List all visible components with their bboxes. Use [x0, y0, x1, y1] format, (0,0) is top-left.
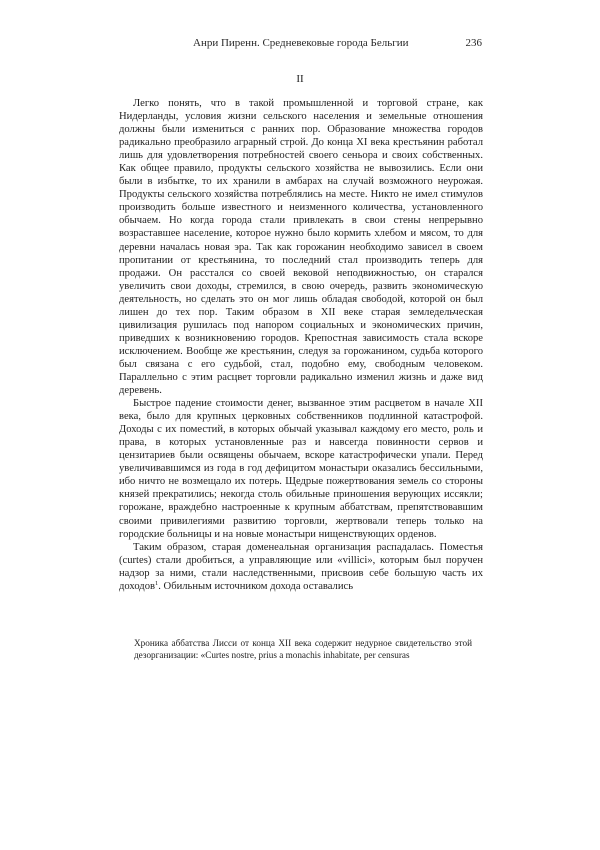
running-header-title: Анри Пиренн. Средневековые города Бельгии: [193, 37, 409, 49]
paragraph-3-continuation: . Обильным источником дохода оставались: [158, 580, 354, 592]
section-number: II: [296, 73, 304, 85]
main-text: [119, 97, 483, 593]
page-number: 236: [465, 37, 482, 49]
paragraph-3: [119, 541, 483, 593]
paragraph-3-text: Таким образом, старая доменеальная организация распадалась. Поместья (curtes) стали дробиться, а управляющие или «villici», которым был поручен надзор за ними, стали наследственными, присвоив себе большую часть их доходов: [119, 541, 483, 592]
footnote: Хроника аббатства Лисси от конца XII века содержит недурное свидетельство этой дезорганизации: «Curtes nostre, prius a monachis inhabitate, per censuras: [134, 638, 472, 661]
footnote-reference: 1: [155, 579, 159, 587]
paragraph-1: Легко понять, что в такой промышленной и торговой стране, как Нидерланды, условия жизни сельского населения и земельные отношения должны были измениться с ранних пор. Образование множества городов радикально преобразило аграрный строй. До конца XI века крестьянин работал лишь для удовлетворения потребностей своего сеньора и своих собственных. Как общее правило, продукты сельского хозяйства не вывозились. Если они были в избытке, то их хранили в амбарах на случай возможного неурожая. Продукты сельского хозяйства потреблялись на месте. Никто не имел стимулов производить больше известного и неизменного количества, установленного обычаем. Но когда города стали привлекать в свои стены непрерывно возраставшее население, которое нужно было кормить хлебом и мясом, то для деревни началась новая эра. Так как горожанин необходимо зависел в своем пропитании от крестьянина, то последний стал производить теперь для продажи. Он расстался со своей вековой неподвижностью, он старался увеличить свои доходы, стремился, в свою очередь, развить экономическую деятельность, но сделать это он мог лишь обладая свободой, которой он был лишен до тех пор. Таким образом в XII веке старая земледельческая цивилизация рушилась под напором социальных и экономических причин, приведших к возникновению городов. Крепостная зависимость стала вскоре исключением. Вообще же крестьянин, следуя за горожанином, судьба которого был связана с его судьбой, стал, подобно ему, свободным человеком. Параллельно с этим расцвет торговли радикально изменил жизнь и даже вид деревень.: [119, 98, 483, 397]
paragraph-2: Быстрое падение стоимости денег, вызванное этим расцветом в начале XII века, было для крупных церковных собственников подлинной катастрофой. Доходы с их поместий, в которых обычай указывал каждому его место, роль и права, в которых установленные раз и навсегда повинности сервов и цензитариев были освящены обычаем, вскоре катастрофически упали. Перед увеличивавшимся из года в год дефицитом монастыри оказались бессильными, ибо ничто не возмещало их потерь. Щедрые пожертвования земель со стороны князей прекратились; некогда столь обильные приношения верующих иссякли; горожане, враждебно настроенные к крупным аббатствам, препятствовавшим своими привилегиями развитию торговли, жертвовали теперь только на городские больницы и на новые монастыри нищенствующих орденов.: [119, 398, 483, 540]
